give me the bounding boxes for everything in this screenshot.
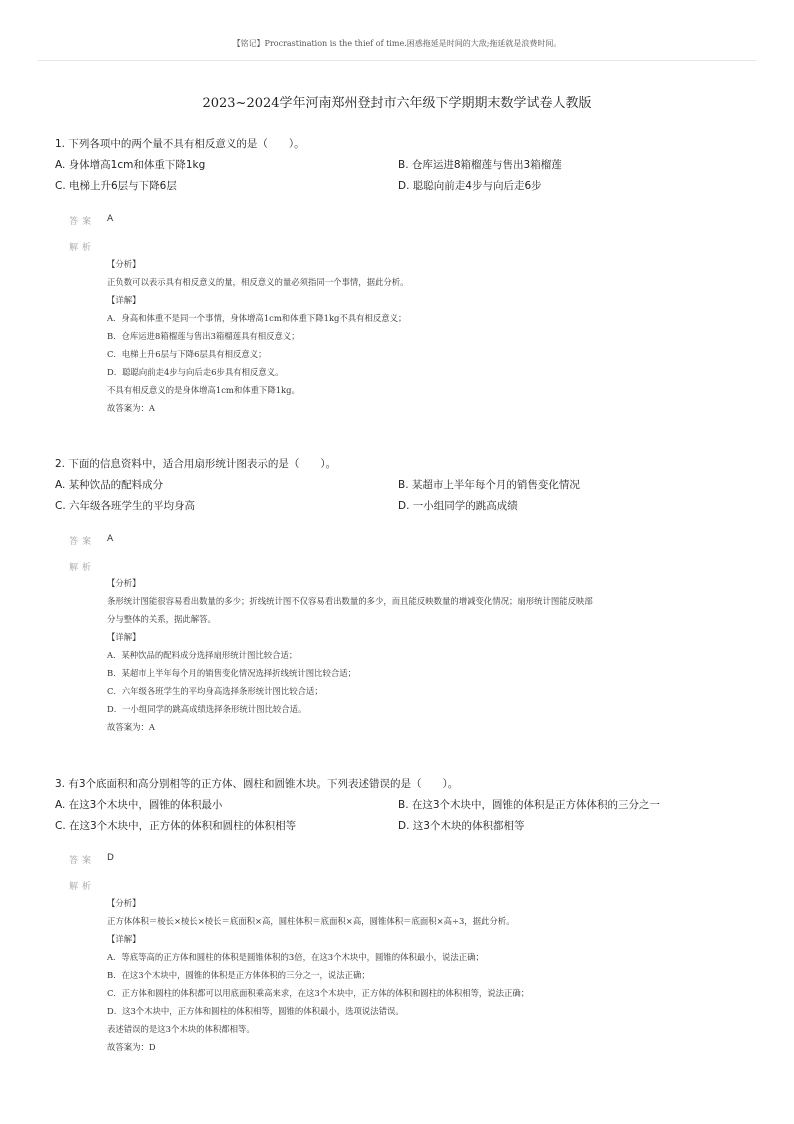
question-1-option-a: A. 身体增高1cm和体重下降1kg xyxy=(55,159,206,171)
question-2-explanation-line: 故答案为：A xyxy=(107,722,155,732)
question-2-answer-label: 答案 xyxy=(69,537,96,547)
question-1-analysis-label: 解析 xyxy=(69,243,96,253)
question-3-explanation-line: D．这3个木块中，正方体和圆柱的体积相等，圆锥的体积最小，选项说法错误。 xyxy=(107,1006,404,1016)
question-1-explanation-line: A．身高和体重不是同一个事情，身体增高1cm和体重下降1kg不具有相反意义； xyxy=(107,313,407,323)
question-2-explanation-line: A．某种饮品的配料成分选择扇形统计图比较合适； xyxy=(107,650,298,660)
question-1-explanation-line: D．聪聪向前走4步与向后走6步具有相反意义。 xyxy=(107,367,284,377)
question-1-explanation-line: 正负数可以表示具有相反意义的量，相反意义的量必须指同一个事情，据此分析。 xyxy=(107,277,409,287)
question-2-option-b: B. 某超市上半年每个月的销售变化情况 xyxy=(398,479,580,491)
question-3-option-a: A. 在这3个木块中，圆锥的体积最小 xyxy=(55,799,223,811)
question-2-option-d: D. 一小组同学的跳高成绩 xyxy=(398,500,518,512)
question-3-explanation-line: 正方体体积＝棱长×棱长×棱长＝底面积×高，圆柱体积＝底面积×高，圆锥体积＝底面积×高÷3，据此分析。 xyxy=(107,916,515,926)
question-2-answer: A xyxy=(107,534,114,544)
question-2-explanation-line: C．六年级各班学生的平均身高选择条形统计图比较合适； xyxy=(107,686,323,696)
question-3-explanation-line: A．等底等高的正方体和圆柱的体积是圆锥体积的3倍，在这3个木块中，圆锥的体积最小，说法正确； xyxy=(107,952,484,962)
question-2-analysis-label: 解析 xyxy=(69,563,96,573)
question-3-answer: D xyxy=(107,853,114,863)
question-3-explanation-line: 【分析】 xyxy=(107,898,141,908)
question-2-explanation-line: 分与整体的关系，据此解答。 xyxy=(107,614,216,624)
question-1-explanation-line: B．仓库运进8箱榴莲与售出3箱榴莲具有相反意义； xyxy=(107,331,300,341)
question-2-explanation-line: 【分析】 xyxy=(107,578,141,588)
question-1-explanation-line: 故答案为：A xyxy=(107,403,155,413)
question-3-explanation-line: 【详解】 xyxy=(107,934,141,944)
question-1-option-d: D. 聪聪向前走4步与向后走6步 xyxy=(398,180,542,192)
question-3-option-b: B. 在这3个木块中，圆锥的体积是正方体体积的三分之一 xyxy=(398,799,661,811)
question-3-explanation-line: B．在这3个木块中，圆锥的体积是正方体体积的三分之一，说法正确； xyxy=(107,970,370,980)
question-1-explanation-line: 【详解】 xyxy=(107,295,141,305)
question-3-analysis-label: 解析 xyxy=(69,882,96,892)
question-2-explanation-line: 【详解】 xyxy=(107,632,141,642)
question-1-answer: A xyxy=(107,214,114,224)
question-3-option-c: C. 在这3个木块中，正方体的体积和圆柱的体积相等 xyxy=(55,820,297,832)
question-1-answer-label: 答案 xyxy=(69,217,96,227)
question-3-answer-label: 答案 xyxy=(69,856,96,866)
question-3-option-d: D. 这3个木块的体积都相等 xyxy=(398,820,525,832)
question-3-explanation-line: C．正方体和圆柱的体积都可以用底面积乘高来求，在这3个木块中，正方体的体积和圆柱的体积相等，说法正确； xyxy=(107,988,530,998)
question-3-explanation-line: 表述错误的是这3个木块的体积都相等。 xyxy=(107,1024,255,1034)
question-1-explanation-line: C．电梯上升6层与下降6层具有相反意义； xyxy=(107,349,267,359)
document-title: 2023~2024学年河南郑州登封市六年级下学期期末数学试卷人教版 xyxy=(202,96,592,111)
question-2-stem: 2. 下面的信息资料中，适合用扇形统计图表示的是（ ）。 xyxy=(55,458,337,470)
question-1-explanation-line: 【分析】 xyxy=(107,259,141,269)
question-2-option-c: C. 六年级各班学生的平均身高 xyxy=(55,500,196,512)
question-2-explanation-line: 条形统计图能很容易看出数量的多少；折线统计图不仅容易看出数量的多少，而且能反映数量的增减变化情况；扇形统计图能反映部 xyxy=(107,596,593,606)
header-divider xyxy=(38,60,756,61)
question-1-option-b: B. 仓库运进8箱榴莲与售出3箱榴莲 xyxy=(398,159,562,171)
question-2-explanation-line: D．一小组同学的跳高成绩选择条形统计图比较合适。 xyxy=(107,704,307,714)
question-1-explanation-line: 不具有相反意义的是身体增高1cm和体重下降1kg。 xyxy=(107,385,300,395)
question-2-option-a: A. 某种饮品的配料成分 xyxy=(55,479,164,491)
question-1-stem: 1. 下列各项中的两个量不具有相反意义的是（ ）。 xyxy=(55,138,305,150)
question-3-stem: 3. 有3个底面积和高分别相等的正方体、圆柱和圆锥木块。下列表述错误的是（ ）。 xyxy=(55,778,459,790)
header-motto: 【铭记】Procrastination is the thief of time.困惑拖延是时间的大敌;拖延就是浪费时间。 xyxy=(232,39,562,48)
question-2-explanation-line: B．某超市上半年每个月的销售变化情况选择折线统计图比较合适； xyxy=(107,668,357,678)
question-1-option-c: C. 电梯上升6层与下降6层 xyxy=(55,180,177,192)
question-3-explanation-line: 故答案为：D xyxy=(107,1042,156,1052)
